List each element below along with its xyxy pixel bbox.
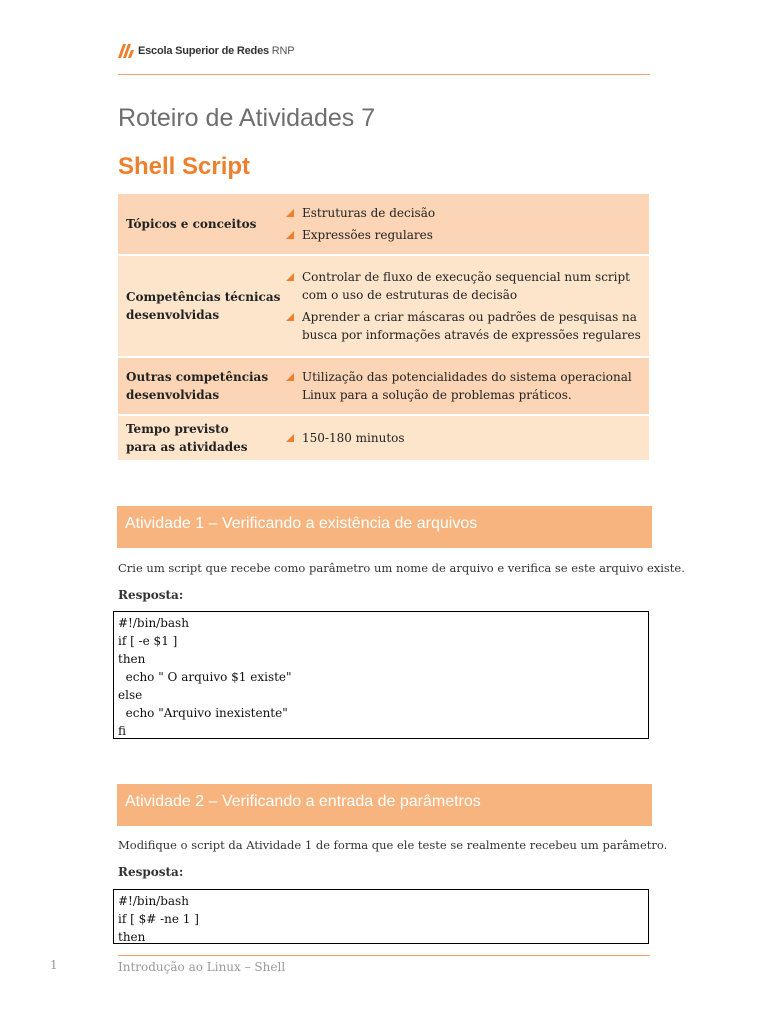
- page-number: 1: [50, 958, 58, 972]
- page-footer-rule: [118, 955, 650, 956]
- info-row-topics: [118, 194, 649, 255]
- page-header: [118, 44, 650, 75]
- logo-text: Escola Superior de Redes: [138, 45, 269, 57]
- triangle-bullet-icon: [286, 231, 294, 239]
- activity-1-header: [117, 506, 652, 548]
- triangle-bullet-icon: [286, 273, 294, 281]
- logo-suffix: RNP: [271, 45, 295, 57]
- triangle-bullet-icon: [286, 373, 294, 381]
- footer-text: Introdução ao Linux – Shell: [118, 960, 286, 974]
- activity-2-header: [117, 784, 652, 826]
- list-item: Estruturas de decisão: [286, 204, 641, 222]
- info-label: Tópicos e conceitos: [126, 217, 257, 231]
- list-item: Utilização das potencialidades do sistema operacional Linux para a solução de problemas práticos.: [286, 368, 641, 404]
- esr-logo-icon: [118, 44, 134, 58]
- info-row-other: [118, 357, 649, 415]
- list-item: Aprender a criar máscaras ou padrões de pesquisas na busca por informações através de expressões regulares: [286, 308, 641, 344]
- info-row-time: [118, 415, 649, 461]
- list-item: Expressões regulares: [286, 226, 641, 244]
- info-table: [118, 194, 649, 462]
- activity-2-description: Modifique o script da Atividade 1 de forma que ele teste se realmente recebeu um parâmetro.: [118, 838, 668, 852]
- activity-1-title: Atividade 1 – Verificando a existência de arquivos: [125, 515, 478, 532]
- triangle-bullet-icon: [286, 434, 294, 442]
- list-item: Controlar de fluxo de execução sequencial num script com o uso de estruturas de decisão: [286, 268, 641, 304]
- logo: [118, 44, 650, 58]
- info-label: Competências técnicas desenvolvidas: [126, 290, 281, 322]
- info-label: Tempo previsto para as atividades: [126, 422, 248, 454]
- activity-1-response-label: Resposta:: [118, 588, 184, 602]
- info-row-competencies: [118, 255, 649, 357]
- activity-1-description: Crie um script que recebe como parâmetro um nome de arquivo e verifica se este arquivo existe.: [118, 561, 685, 575]
- triangle-bullet-icon: [286, 209, 294, 217]
- activity-1-code-block: #!/bin/bash if [ -e $1 ] then echo " O arquivo $1 existe" else echo "Arquivo inexistente" fi: [113, 611, 649, 739]
- info-label: Outras competências desenvolvidas: [126, 370, 269, 402]
- list-item: 150-180 minutos: [286, 429, 641, 447]
- activity-2-response-label: Resposta:: [118, 865, 184, 879]
- document-subtitle: Shell Script: [118, 153, 251, 180]
- document-title: Roteiro de Atividades 7: [118, 104, 376, 132]
- triangle-bullet-icon: [286, 313, 294, 321]
- activity-2-code-block: #!/bin/bash if [ $# -ne 1 ] then: [113, 889, 649, 944]
- activity-2-title: Atividade 2 – Verificando a entrada de parâmetros: [125, 793, 481, 810]
